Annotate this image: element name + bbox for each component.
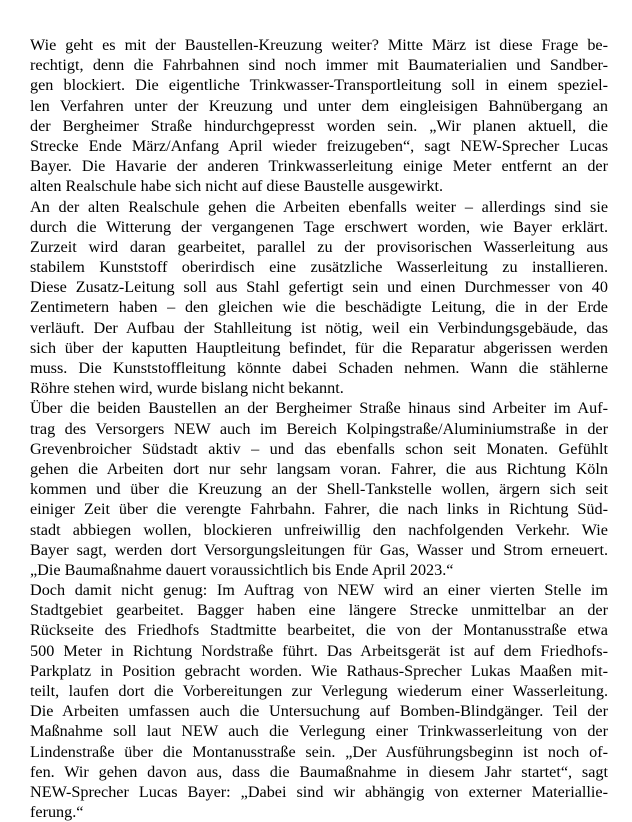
- text-line: Die Arbeiten umfassen auch die Untersuchung auf Bomben-Blindgänger. Teil der: [30, 702, 608, 721]
- text-line: Bayer sagt, werden dort Versorgungsleitungen für Gas, Wasser und Strom erneuert.: [30, 540, 608, 559]
- text-line: gehen die Arbeiten dort nur sehr langsam voran. Fahrer, die aus Richtung Köln: [30, 459, 608, 478]
- text-line: fen. Wir gehen davon aus, dass die Baumaßnahme in diesem Jahr startet“, sagt: [30, 762, 608, 781]
- text-line: Bayer. Die Havarie der anderen Trinkwasserleitung einige Meter entfernt an der: [30, 157, 608, 176]
- text-line: Röhre stehen wird, wurde bislang nicht bekannt.: [30, 379, 344, 398]
- text-line: muss. Die Kunststoffleitung könnte dabei Schaden nehmen. Wann die stählerne: [30, 359, 608, 377]
- text-line: teilt, laufen dort die Vorbereitungen zur Verlegung wiederum einer Wasserleitung.: [30, 682, 608, 700]
- text-line: Stadtgebiet gearbeitet. Bagger haben eine längere Strecke unmittelbar an der: [30, 601, 608, 620]
- text-line: gen blockiert. Die eigentliche Trinkwasser-Transportleitung soll in einem speziel-: [30, 76, 608, 95]
- text-line: ferung.“: [30, 803, 84, 822]
- text-line: Über die beiden Baustellen an der Bergheimer Straße hinaus sind Arbeiter im Auf-: [30, 399, 608, 418]
- text-line: durch die Witterung der vergangenen Tage erschwert worden, wie Bayer erklärt.: [30, 217, 608, 236]
- text-line: kommen und über die Kreuzung an der Shell-Tankstelle wollen, ärgern sich seit: [30, 480, 608, 499]
- text-line: NEW-Sprecher Lucas Bayer: „Dabei sind wir abhängig von externer Materiallie-: [30, 782, 608, 801]
- paragraph: [30, 197, 608, 399]
- text-line: Rückseite des Friedhofs Stadtmitte bearbeitet, die von der Montanusstraße etwa: [30, 621, 608, 640]
- text-line: trag des Versorgers NEW auch im Bereich Kolpingstraße/Aluminiumstraße in der: [30, 419, 608, 438]
- text-line: Zentimetern haben – den gleichen wie die beschädigte Leitung, die in der Erde: [30, 298, 608, 317]
- text-line: Lindenstraße über die Montanusstraße sein. „Der Ausführungsbeginn ist noch of-: [30, 742, 608, 761]
- text-line: „Die Baumaßnahme dauert voraussichtlich bis Ende April 2023.“: [30, 560, 454, 579]
- text-line: 500 Meter in Richtung Nordstraße führt. Das Arbeitsgerät ist auf dem Friedhofs-: [30, 641, 608, 660]
- text-line: An der alten Realschule gehen die Arbeiten ebenfalls weiter – allerdings sind sie: [30, 197, 608, 216]
- paragraph: [30, 398, 608, 580]
- text-line: sich über der kaputten Hauptleitung befindet, für die Reparatur abgerissen werden: [30, 338, 608, 357]
- text-line: alten Realschule habe sich nicht auf diese Baustelle ausgewirkt.: [30, 177, 444, 196]
- paragraph: [30, 35, 608, 197]
- text-line: len Verfahren unter der Kreuzung und unter dem eingleisigen Bahnübergang an: [30, 96, 608, 115]
- text-line: Strecke Ende März/Anfang April wieder freizugeben“, sagt NEW-Sprecher Lucas: [30, 136, 608, 155]
- article-body: [30, 35, 608, 822]
- text-line: Diese Zusatz-Leitung soll aus Stahl gefertigt sein und einen Durchmesser von 40: [30, 278, 608, 297]
- paragraph-list: [30, 35, 608, 822]
- text-line: Zurzeit wird daran gearbeitet, parallel zu der provisorischen Wasserleitung aus: [30, 237, 608, 256]
- text-line: Wie geht es mit der Baustellen-Kreuzung weiter? Mitte März ist diese Frage be-: [30, 36, 608, 54]
- text-line: Parkplatz in Position gebracht worden. Wie Rathaus-Sprecher Lukas Maaßen mit-: [30, 661, 608, 680]
- text-line: Grevenbroicher Südstadt aktiv – und das ebenfalls schon seit Monaten. Gefühlt: [30, 439, 608, 458]
- text-line: der Bergheimer Straße hindurchgepresst worden sein. „Wir planen aktuell, die: [30, 116, 608, 135]
- text-line: Maßnahme soll laut NEW auch die Verlegung einer Trinkwasserleitung von der: [30, 722, 608, 741]
- text-line: Doch damit nicht genug: Im Auftrag von NEW wird an einer vierten Stelle im: [30, 581, 608, 600]
- text-line: einiger Zeit über die verengte Fahrbahn. Fahrer, die nach links in Richtung Süd-: [30, 500, 608, 519]
- text-line: rechtigt, denn die Fahrbahnen sind noch immer mit Baumaterialien und Sandber-: [30, 56, 608, 75]
- text-line: stabilem Kunststoff oberirdisch eine zusätzliche Wasserleitung zu installieren.: [30, 258, 608, 277]
- text-line: verläuft. Der Aufbau der Stahlleitung ist nötig, weil ein Verbindungsgebäude, das: [30, 318, 608, 337]
- paragraph: [30, 580, 608, 822]
- text-line: stadt abbiegen wollen, blockieren unfreiwillig den nachfolgenden Verkehr. Wie: [30, 520, 608, 539]
